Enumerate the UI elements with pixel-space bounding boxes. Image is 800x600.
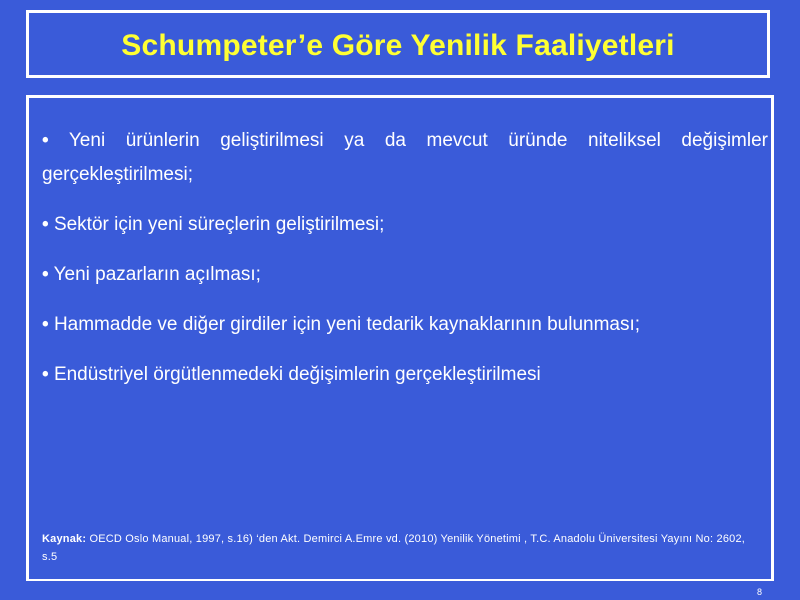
bullet-text: Sektör için yeni süreçlerin geliştirilmesi; <box>53 214 385 235</box>
title-frame <box>26 10 770 78</box>
bullet-text: Endüstriyel örgütlenmedeki değişimlerin gerçekleştirilmesi <box>53 364 541 385</box>
bullet-icon: • <box>42 314 49 335</box>
source-citation <box>42 530 762 566</box>
source-label: Kaynak: <box>42 533 87 545</box>
bullet-text: Yeni pazarların açılması; <box>53 264 261 285</box>
bullet-item <box>42 124 768 192</box>
slide-title: Schumpeter’e Göre Yenilik Faaliyetleri <box>121 29 675 62</box>
bullet-text: Yeni ürünlerin geliştirilmesi ya da mevcut üründe niteliksel değişimler gerçekleştirilmesi; <box>42 130 768 185</box>
source-text: OECD Oslo Manual, 1997, s.16) ‘den Akt. Demirci A.Emre vd. (2010) Yenilik Yönetimi , T.C. Anadolu Üniversitesi Yayını No: 2602, s.5 <box>42 533 746 563</box>
bullet-item <box>42 308 768 342</box>
bullet-item <box>42 258 768 292</box>
bullet-icon: • <box>42 364 49 385</box>
bullet-list <box>42 124 768 408</box>
bullet-icon: • <box>42 130 49 151</box>
bullet-icon: • <box>42 264 49 285</box>
bullet-item <box>42 208 768 242</box>
content-frame <box>26 95 774 581</box>
bullet-icon: • <box>42 214 49 235</box>
bullet-text: Hammadde ve diğer girdiler için yeni tedarik kaynaklarının bulunması; <box>53 314 641 335</box>
page-number: 8 <box>756 587 762 597</box>
bullet-item <box>42 358 768 392</box>
